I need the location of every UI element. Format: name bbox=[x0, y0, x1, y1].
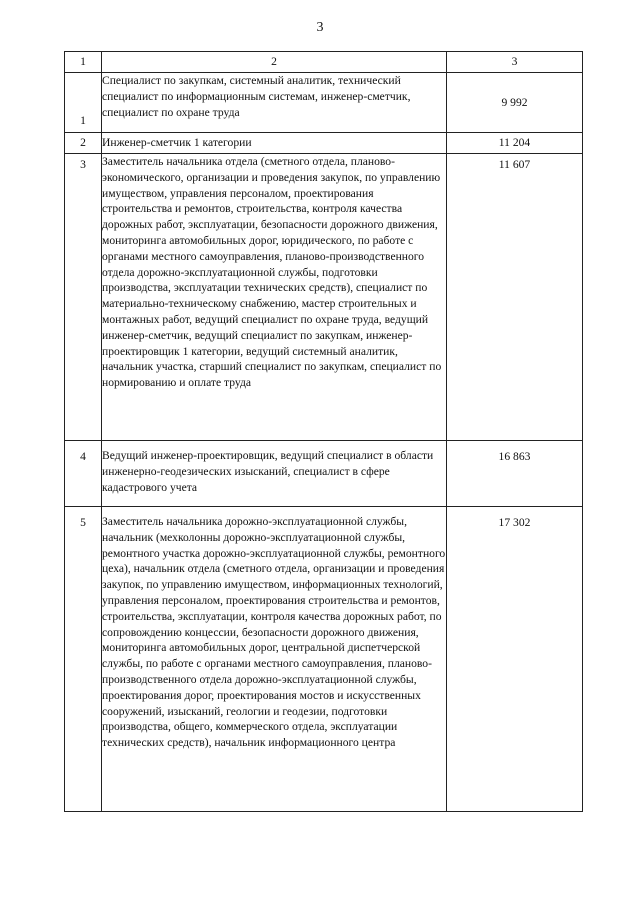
table-row bbox=[65, 73, 583, 133]
table-row bbox=[65, 507, 583, 812]
position-list: Инженер-сметчик 1 категории bbox=[102, 133, 447, 154]
header-cell-2: 2 bbox=[102, 52, 447, 73]
position-list: Специалист по закупкам, системный аналитик, технический специалист по информационным системам, инженер-сметчик, специалист по охране труда bbox=[102, 73, 447, 133]
salary-table bbox=[64, 51, 583, 812]
table-row bbox=[65, 133, 583, 154]
table-row bbox=[65, 154, 583, 441]
salary-value: 16 863 bbox=[447, 441, 583, 507]
row-number: 1 bbox=[65, 73, 102, 133]
table-row bbox=[65, 441, 583, 507]
position-list: Заместитель начальника дорожно-эксплуатационной службы, начальник (мехколонны дорожно-эксплуатационной службы, ремонтного участка дорожно-эксплуатационной службы, ремонтного цеха), начальник отдела (сметного отдела, организации и проведения закупок, по управлению имуществом, информационных технологий, управления персоналом, проектирования строительства и ремонтов, строительства, эксплуатации, контроля качества дорожных работ, по сопровождению концессии, безопасности дорожного движения, мониторинга автомобильных дорог, центральной диспетчерской службы, по работе с органами местного самоуправления, планово-производственного отдела дорожно-эксплуатационной службы, проектирования дорог, проектирования мостов и искусственных сооружений, изысканий, геологии и геодезии, подготовки производства, общего, коммерческого отдела, эксплуатации технических средств), начальник информационного центра bbox=[102, 507, 447, 812]
salary-value: 11 204 bbox=[447, 133, 583, 154]
position-list: Ведущий инженер-проектировщик, ведущий специалист в области инженерно-геодезических изысканий, специалист в сфере кадастрового учета bbox=[102, 441, 447, 507]
page-number: 3 bbox=[316, 20, 324, 35]
row-number: 5 bbox=[65, 507, 102, 812]
header-cell-1: 1 bbox=[65, 52, 102, 73]
header-cell-3: 3 bbox=[447, 52, 583, 73]
salary-value: 9 992 bbox=[447, 73, 583, 133]
position-list: Заместитель начальника отдела (сметного отдела, планово-экономического, организации и проведения закупок, по управлению имуществом, управления персоналом, проектирования строительства и ремонтов, строительства, контроля качества дорожных работ, эксплуатации, безопасности дорожного движения, мониторинга автомобильных дорог, юридического, по работе с органами местного самоуправления, планово-производственного отдела дорожно-эксплуатационной службы, подготовки производства, эксплуатации технических средств), специалист по материально-техническому снабжению, мастер строительных и монтажных работ, ведущий специалист по охране труда, ведущий инженер-сметчик, ведущий специалист по закупкам, инженер-проектировщик 1 категории, ведущий системный аналитик, начальник участка, старший специалист по закупкам, специалист по нормированию и оплате труда bbox=[102, 154, 447, 441]
salary-value: 11 607 bbox=[447, 154, 583, 441]
row-number: 2 bbox=[65, 133, 102, 154]
row-number: 4 bbox=[65, 441, 102, 507]
row-number: 3 bbox=[65, 154, 102, 441]
table-header-row bbox=[65, 52, 583, 73]
salary-value: 17 302 bbox=[447, 507, 583, 812]
